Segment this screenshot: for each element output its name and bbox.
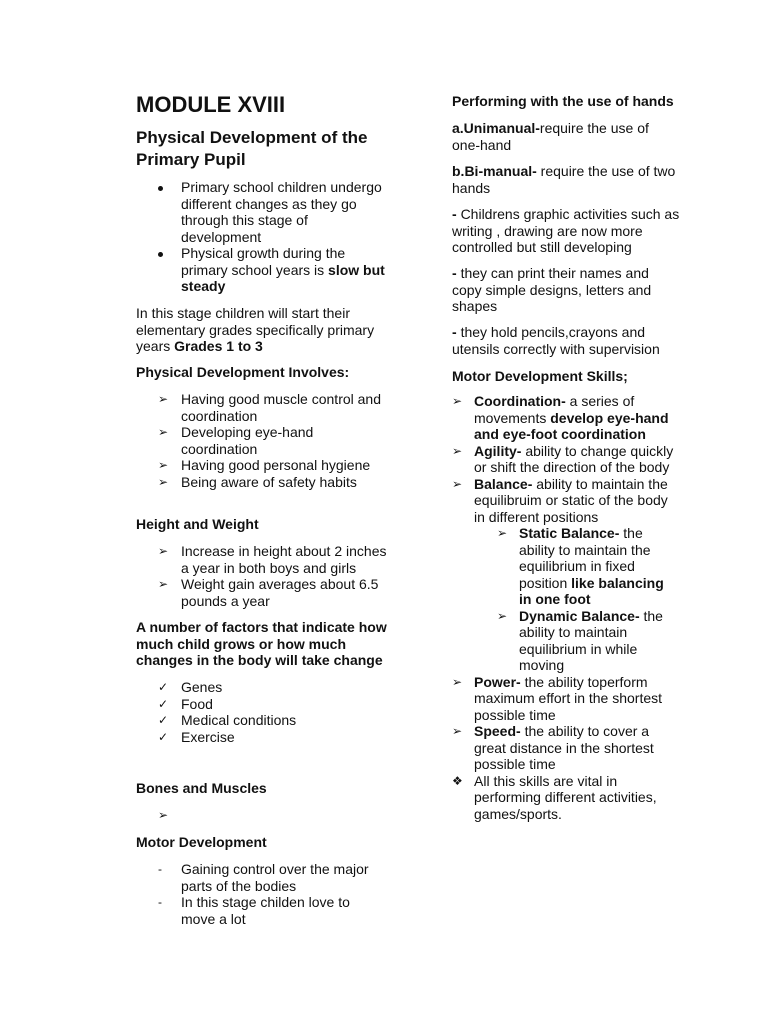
diamond-icon: ❖ [452, 773, 463, 788]
list-item: ➢ Balance- ability to maintain the equilibruim or static of the body in different positions [452, 475, 668, 525]
arrow-icon: ➢ [452, 674, 463, 689]
print-paragraph: - they can print their names and copy simple designs, letters and shapes [452, 265, 652, 314]
bullet-dot-icon [158, 186, 163, 191]
arrow-icon: ➢ [158, 474, 169, 489]
arrow-icon: ➢ [158, 392, 169, 406]
list-item: ➢ Dynamic Balance- the ability to maintain equilibrium in while moving [497, 607, 663, 673]
arrow-icon: ➢ [452, 394, 463, 408]
bones-list [136, 807, 391, 824]
list-item [136, 807, 391, 824]
bullet-dot-icon [158, 252, 163, 257]
section-title [136, 127, 367, 171]
height-weight-heading: Height and Weight [136, 516, 259, 532]
list-item: ✓ Exercise [158, 728, 235, 745]
list-item: ❖ All this skills are vital in performing different activities, games/sports. [452, 772, 657, 822]
list-item: ➢ Having good muscle control and coordination [158, 391, 382, 424]
section-title-line1: Physical Development of the [136, 128, 368, 147]
factors-list [136, 679, 391, 745]
list-item: ➢ Being aware of safety habits [158, 473, 357, 490]
stage-paragraph: In this stage children will start their elementary grades specifically primary years Grades 1 to 3 [136, 305, 375, 354]
list-item: Primary school children undergo different changes as they go through this stage of development [136, 179, 391, 245]
module-title: MODULE XVIII [136, 92, 286, 117]
intro-bullets [136, 179, 391, 295]
involves-heading: Physical Development Involves: [136, 364, 350, 380]
bones-heading: Bones and Muscles [136, 780, 267, 796]
check-icon: ✓ [158, 696, 169, 711]
arrow-icon: ➢ [497, 526, 508, 540]
list-item: ➢ Speed- the ability to cover a great distance in the shortest possible time [452, 723, 654, 772]
graphic-paragraph: - Childrens graphic activities such as writing , drawing are now more controlled but still developing [452, 206, 680, 255]
arrow-icon: ➢ [158, 544, 169, 558]
hold-paragraph: - they hold pencils,crayons and utensils correctly with supervision [452, 324, 660, 357]
arrow-icon: ➢ [452, 724, 463, 738]
list-item: ➢ Weight gain averages about 6.5 pounds a year [158, 576, 379, 609]
list-item: ➢ Coordination- a series of movements develop eye-hand and eye-foot coordination [452, 393, 669, 442]
motor-heading: Motor Development [136, 834, 267, 850]
height-weight-list [136, 543, 391, 609]
list-item: ➢ Agility- ability to change quickly or shift the direction of the body [452, 442, 674, 475]
arrow-icon: ➢ [452, 476, 463, 491]
skills-heading: Motor Development Skills; [452, 368, 628, 384]
arrow-icon: ➢ [158, 458, 169, 472]
unimanual-paragraph: a.Unimanual-require the use of one-hand [452, 120, 649, 153]
check-icon: ✓ [158, 713, 169, 727]
list-item: ✓ Food [158, 695, 213, 712]
arrow-icon: ➢ [452, 443, 463, 458]
arrow-icon: ➢ [158, 425, 169, 439]
section-title-line2: Primary Pupil [136, 150, 246, 169]
check-icon: ✓ [158, 729, 169, 744]
arrow-icon: ➢ [497, 608, 508, 623]
list-item: ➢ Having good personal hygiene [158, 457, 371, 473]
bimanual-paragraph: b.Bi-manual- require the use of two hands [452, 163, 676, 196]
list-item: ➢ Increase in height about 2 inches a year in both boys and girls [158, 543, 387, 576]
dash-icon: - [158, 895, 162, 909]
list-item: ➢ Static Balance- the ability to maintain the equilibrium in fixed position like balancing in one foot [497, 525, 664, 607]
involves-list [136, 391, 391, 490]
check-icon: ✓ [158, 680, 169, 694]
list-item: - Gaining control over the major parts of the bodies [158, 861, 369, 894]
skills-list [452, 393, 692, 822]
list-item: ✓ Medical conditions [158, 712, 297, 728]
dash-icon: - [158, 862, 162, 876]
list-item: ➢ Developing eye-hand coordination [158, 424, 314, 457]
arrow-icon: ➢ [158, 808, 169, 822]
factors-heading: A number of factors that indicate how much child grows or how much changes in the body will take change [136, 619, 387, 668]
hands-heading: Performing with the use of hands [452, 93, 674, 109]
arrow-icon: ➢ [158, 577, 169, 591]
list-item: - In this stage childen love to move a lot [158, 894, 350, 927]
list-item: ➢ Power- the ability toperform maximum effort in the shortest possible time [452, 673, 663, 723]
list-item: ✓ Genes [158, 679, 223, 695]
list-item: Physical growth during the primary school years is slow but steady [136, 245, 391, 295]
motor-list [136, 861, 391, 927]
